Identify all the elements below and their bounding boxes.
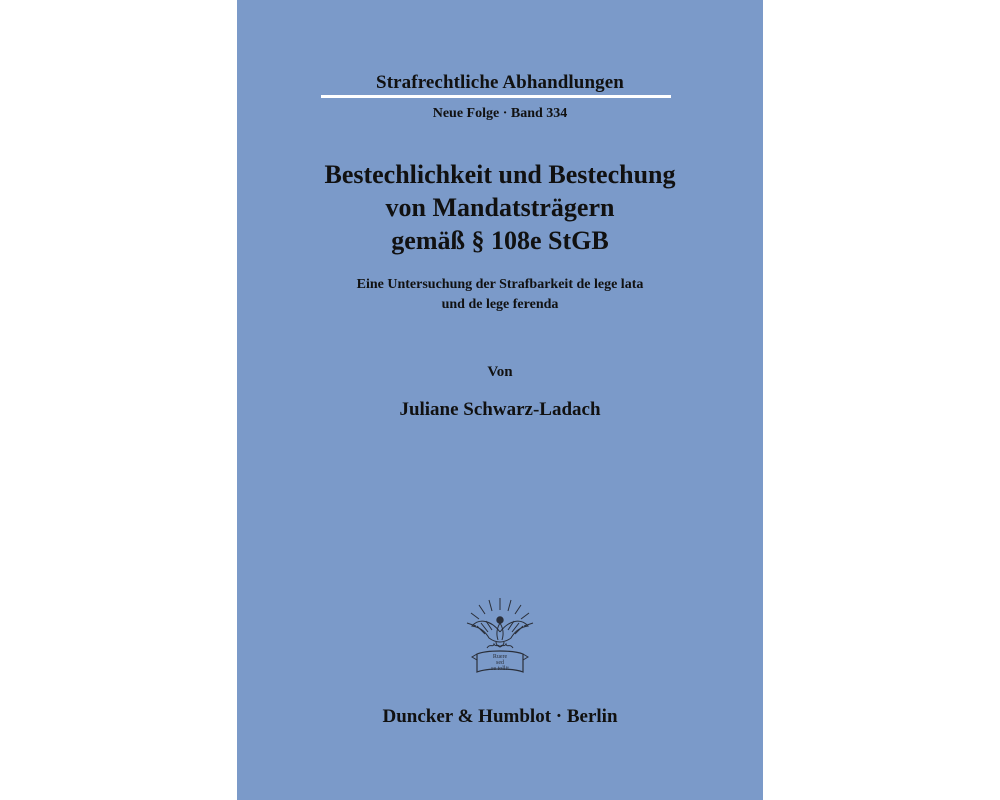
book-title — [237, 158, 763, 257]
series-title: Strafrechtliche Abhandlungen — [376, 72, 624, 93]
book-subtitle — [237, 275, 763, 315]
author-name: Juliane Schwarz-Ladach — [399, 399, 601, 420]
book-title-line: gemäß § 108e StGB — [391, 226, 609, 255]
logo-motto-line: sed — [496, 660, 504, 666]
book-title-line: Bestechlichkeit und Bestechung — [324, 160, 676, 189]
logo-motto-line: Ruere — [492, 654, 508, 660]
series-divider — [321, 95, 671, 98]
book-cover — [237, 0, 763, 800]
series-volume: Neue Folge · Band 334 — [432, 106, 568, 121]
book-subtitle-line: Eine Untersuchung der Strafbarkeit de lege lata — [356, 277, 644, 292]
logo-motto-line: se tollit — [491, 666, 509, 672]
book-subtitle-line: und de lege ferenda — [441, 297, 559, 312]
by-label: Von — [487, 364, 513, 380]
phoenix-emblem-icon — [463, 596, 537, 680]
book-title-line: von Mandatsträgern — [385, 193, 615, 222]
publisher-name: Duncker & Humblot · Berlin — [382, 706, 618, 727]
